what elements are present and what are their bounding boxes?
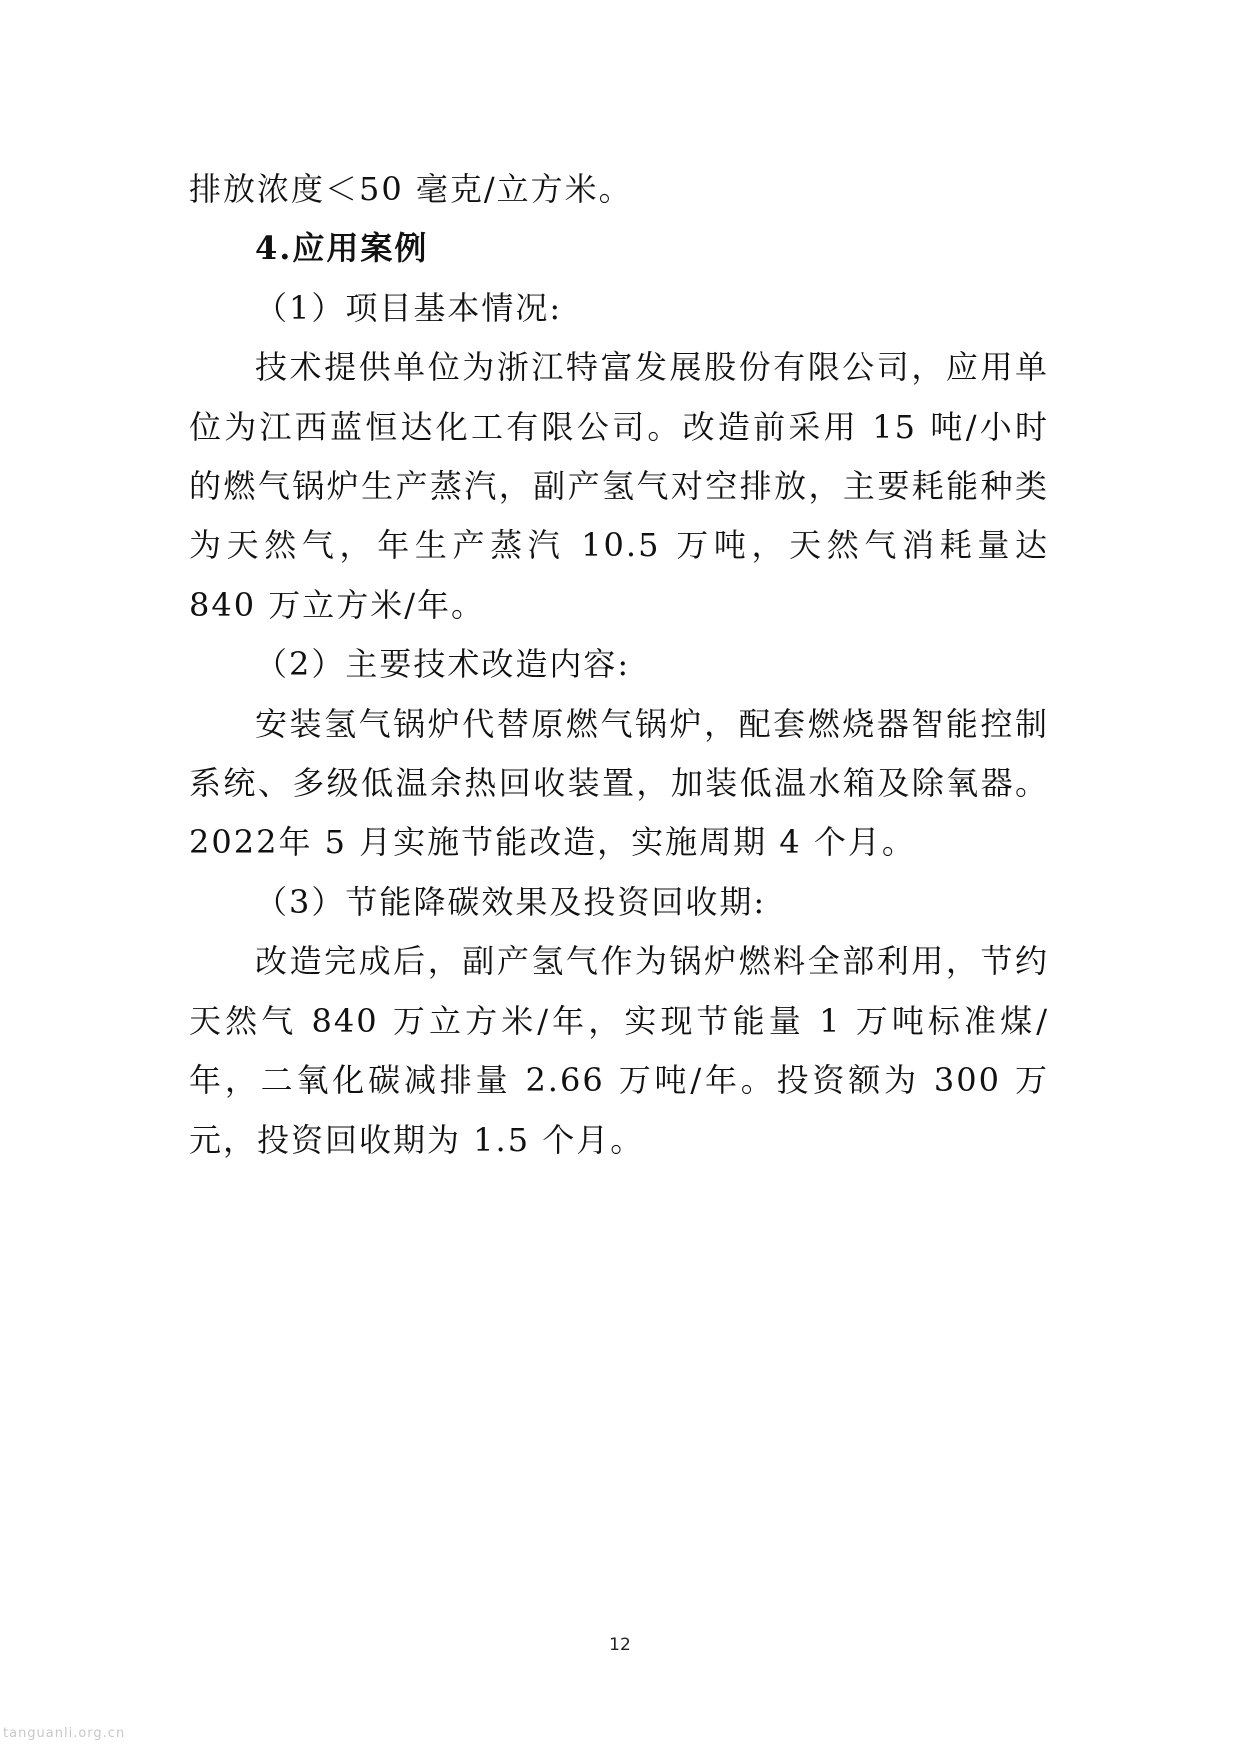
subheading-savings-payback: （3）节能降碳效果及投资回收期: <box>255 882 767 921</box>
subheading-retrofit-content: （2）主要技术改造内容: <box>255 645 631 684</box>
paragraph-retrofit-content: 安装氢气锅炉代替原燃气锅炉，配套燃烧器智能控制系统、多级低温余热回收装置，加装低温水箱及除氧器。2022年 5 月实施节能改造，实施周期 4 个月。 <box>189 704 1049 862</box>
page-number: 12 <box>609 1635 631 1655</box>
document-body <box>189 160 1049 1170</box>
paragraph-project-basics: 技术提供单位为浙江特富发展股份有限公司，应用单位为江西蓝恒达化工有限公司。改造前采用 15 吨/小时的燃气锅炉生产蒸汽，副产氢气对空排放，主要耗能种类为天然气，年生产蒸汽 10.5 万吨，天然气消耗量达 840 万立方米/年。 <box>189 348 1049 624</box>
paragraph-emission-concentration: 排放浓度＜50 毫克/立方米。 <box>189 170 633 208</box>
paragraph-savings-payback: 改造完成后，副产氢气作为锅炉燃料全部利用，节约天然气 840 万立方米/年，实现节能量 1 万吨标准煤/年，二氧化碳减排量 2.66 万吨/年。投资额为 300 万元，投资回收期为 1.5 个月。 <box>189 942 1049 1159</box>
watermark-text: tanguanli.org.cn <box>3 1726 126 1741</box>
section-heading-application-case: 4.应用案例 <box>255 229 429 268</box>
subheading-project-basics: （1）项目基本情况: <box>255 288 563 327</box>
